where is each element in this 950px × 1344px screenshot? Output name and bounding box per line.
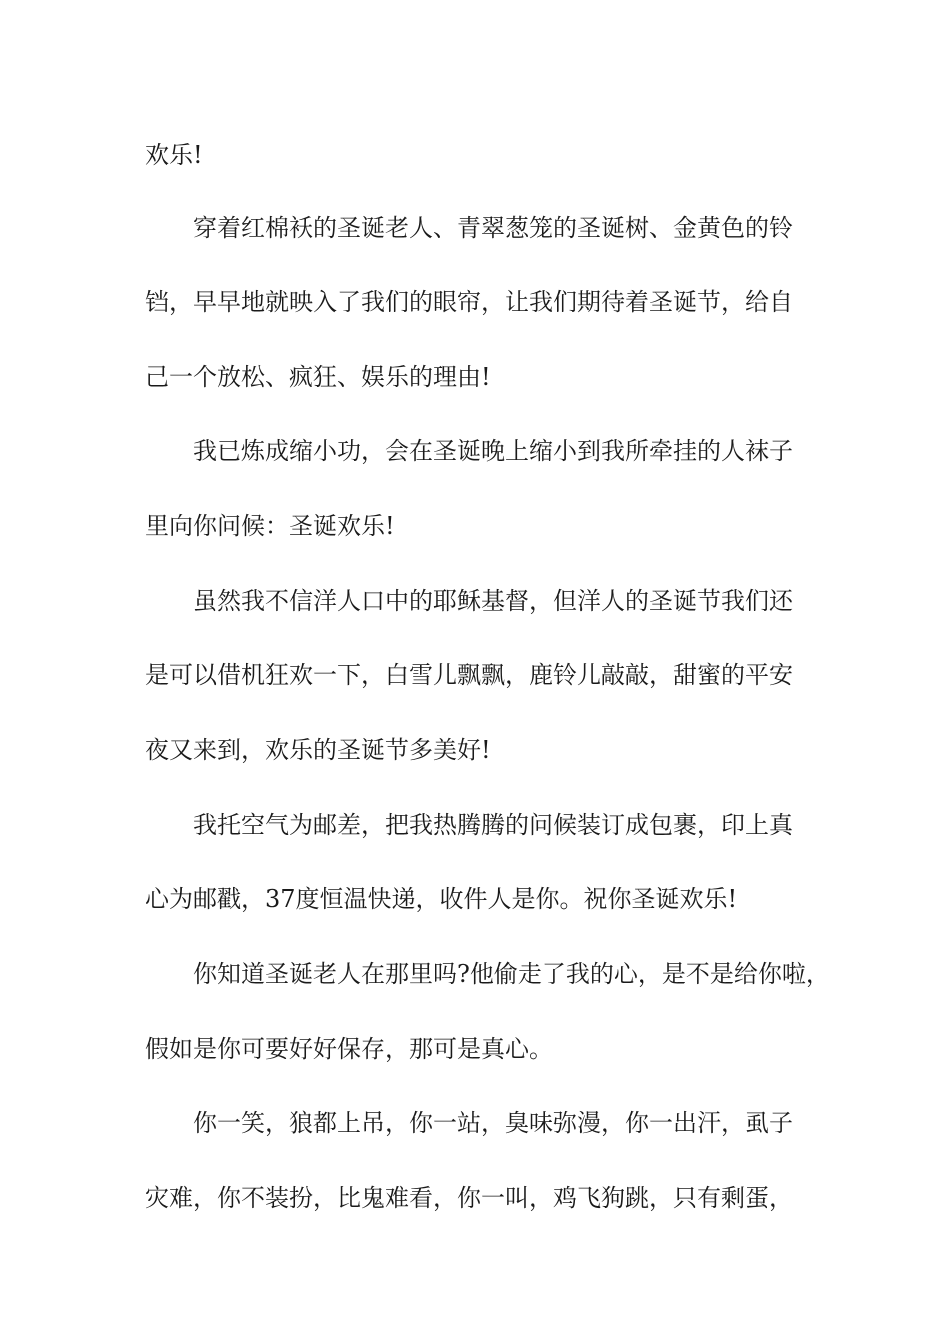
- text-line: 灾难，你不装扮，比鬼难看，你一叫，鸡飞狗跳，只有剩蛋，: [145, 1184, 793, 1212]
- text-line: 夜又来到，欢乐的圣诞节多美好!: [145, 736, 491, 764]
- paragraph-first-line: 我托空气为邮差，把我热腾腾的问候装订成包裹，印上真: [193, 811, 793, 839]
- text-line: 己一个放松、疯狂、娱乐的理由!: [145, 363, 491, 391]
- text-line: 欢乐!: [145, 141, 203, 169]
- paragraph-first-line: 你一笑，狼都上吊，你一站，臭味弥漫，你一出汗，虱子: [193, 1109, 793, 1137]
- text-line: 铛，早早地就映入了我们的眼帘，让我们期待着圣诞节，给自: [145, 288, 793, 316]
- text-line: 是可以借机狂欢一下，白雪儿飘飘，鹿铃儿敲敲，甜蜜的平安: [145, 661, 793, 689]
- paragraph-first-line: 我已炼成缩小功，会在圣诞晚上缩小到我所牵挂的人袜子: [193, 437, 793, 465]
- paragraph-first-line: 你知道圣诞老人在那里吗?他偷走了我的心，是不是给你啦，: [193, 960, 830, 988]
- paragraph-first-line: 虽然我不信洋人口中的耶稣基督，但洋人的圣诞节我们还: [193, 587, 793, 615]
- text-line: 里向你问候：圣诞欢乐!: [145, 512, 395, 540]
- text-line: 心为邮戳，37度恒温快递，收件人是你。祝你圣诞欢乐!: [145, 885, 738, 913]
- text-line: 假如是你可要好好保存，那可是真心。: [145, 1035, 553, 1063]
- paragraph-first-line: 穿着红棉袄的圣诞老人、青翠葱笼的圣诞树、金黄色的铃: [193, 214, 793, 242]
